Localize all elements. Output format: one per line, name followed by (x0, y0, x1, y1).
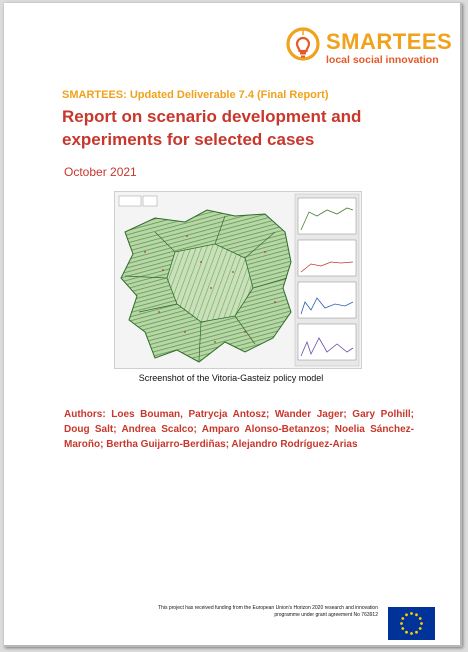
report-date: October 2021 (64, 165, 137, 179)
authors-list: Authors: Loes Bouman, Patrycja Antosz; Wander Jager; Gary Polhill; Doug Salt; Andrea Scalco; Amparo Alonso-Betanzos; Noelia Sánchez-Maroño; Bertha Guijarro-Berdiñas; Alejandro Rodríguez-Arias (64, 409, 414, 450)
deliverable-subtitle: SMARTEES: Updated Deliverable 7.4 (Final Report) (62, 89, 329, 101)
funding-line-2: programme under grant agreement No 763912 (274, 612, 378, 618)
report-title: Report on scenario development and experiments for selected cases (62, 107, 362, 149)
logo-name: SMARTEES (326, 29, 453, 54)
figure-caption: Screenshot of the Vitoria-Gasteiz policy model (138, 373, 324, 383)
logo-tagline: local social innovation (326, 54, 439, 66)
report-cover-page (4, 3, 462, 647)
funding-statement (110, 605, 378, 619)
model-screenshot (114, 191, 362, 369)
lightbulb-icon (286, 27, 322, 67)
smartees-logo (286, 27, 453, 71)
funding-line-1: This project has received funding from the European Union's Horizon 2020 research and innovation (158, 605, 378, 611)
eu-flag-icon (388, 607, 435, 640)
model-screenshot-image (115, 192, 361, 368)
